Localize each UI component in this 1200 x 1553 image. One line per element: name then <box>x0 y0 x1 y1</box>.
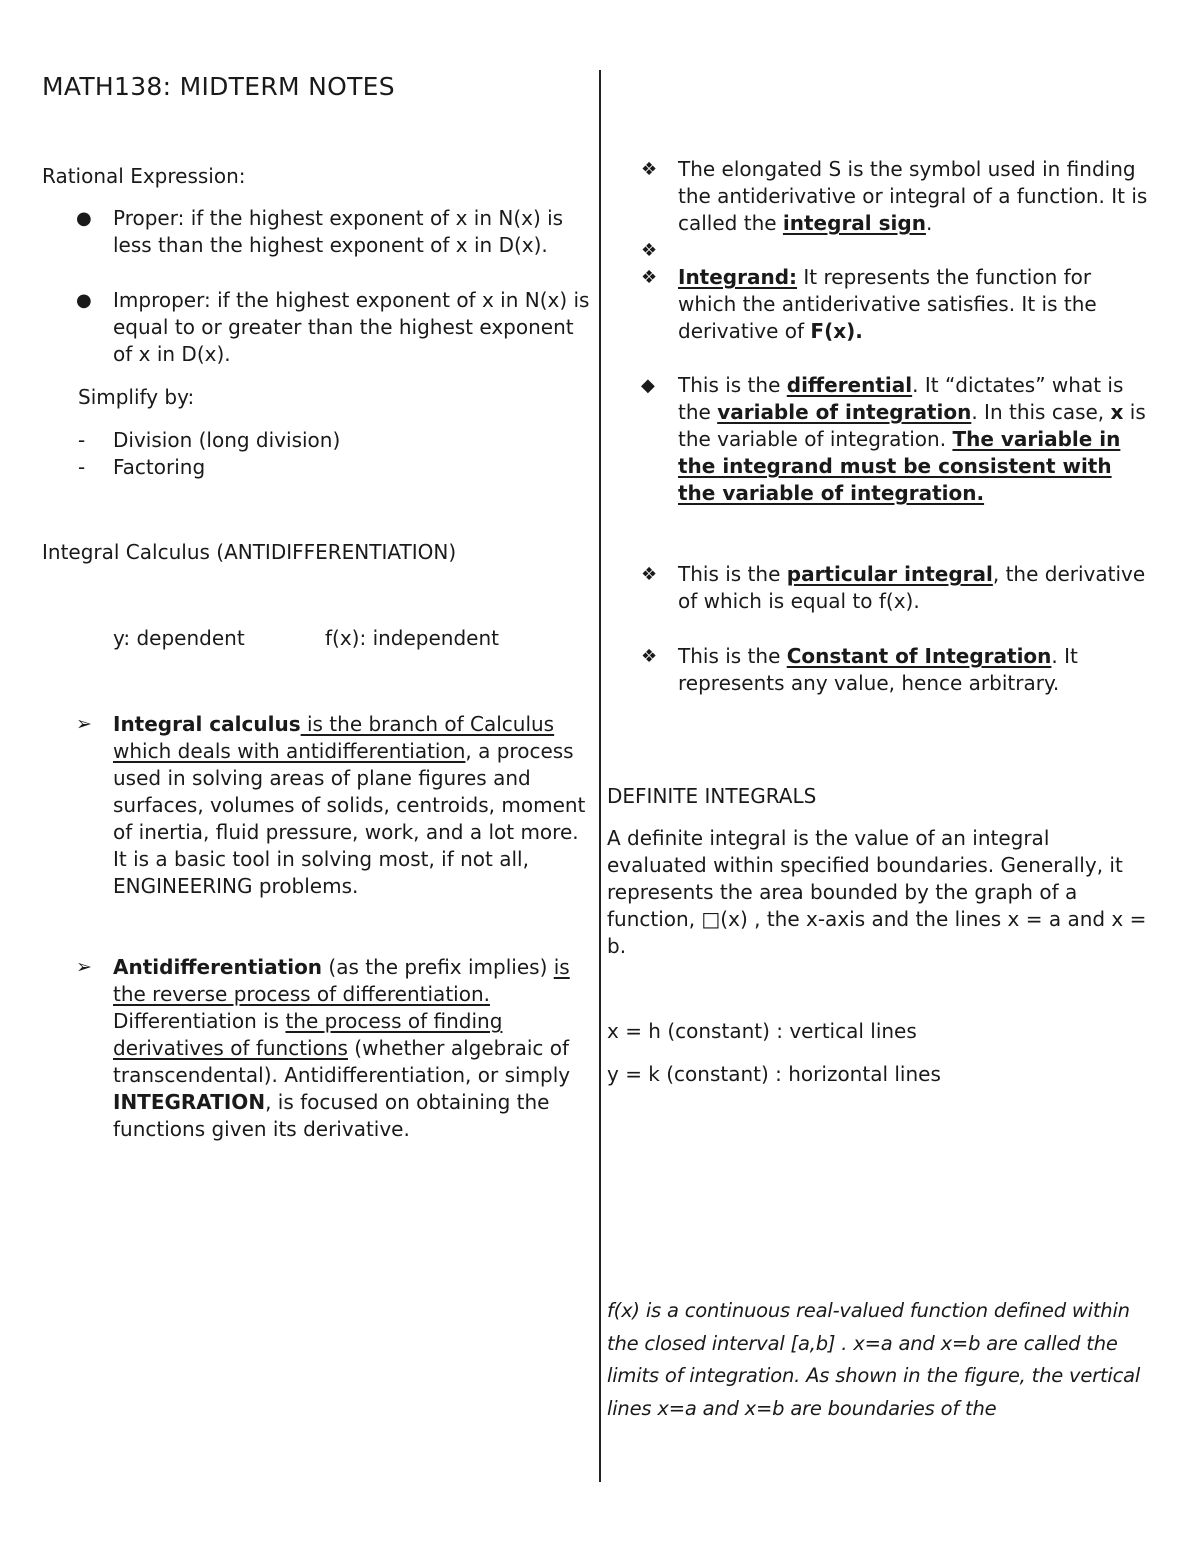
underlined-text: the process of finding derivatives of functions <box>113 1009 503 1060</box>
item-text: The elongated S is the symbol used in finding the antiderivative or integral of a function. It is called the <box>678 157 1148 235</box>
paragraph-text: Differentiation is <box>113 1009 286 1033</box>
term-particular-integral: particular integral <box>786 562 993 586</box>
term-x: x <box>1110 400 1124 424</box>
proper-text: if the highest exponent of x in N(x) is less than the highest exponent of x in D(x). <box>113 206 564 257</box>
improper-label: Improper: <box>113 288 211 312</box>
item-text: . It represents any value, hence arbitrary. <box>678 644 1078 695</box>
item-text: This is the <box>678 373 787 397</box>
integral-sign-item <box>678 156 1148 237</box>
horizontal-lines-note: y = k (constant) : horizontal lines <box>607 1062 941 1086</box>
term-variable-of-integration: variable of integration <box>717 400 972 424</box>
paragraph-text: , is focused on obtaining the functions given its derivative. <box>113 1090 550 1141</box>
antidifferentiation-paragraph <box>113 954 595 1143</box>
term-constant-of-integration: Constant of Integration <box>786 644 1052 668</box>
item-text: . <box>925 211 933 235</box>
proper-label: Proper: <box>113 206 185 230</box>
rational-item-improper <box>113 287 593 368</box>
item-text: . In this case, <box>971 400 1111 424</box>
arrowhead-icon: ➢ <box>76 956 92 978</box>
term-antidifferentiation: Antidifferentiation <box>113 955 323 979</box>
four-diamond-icon: ❖ <box>641 159 658 180</box>
differential-item <box>678 372 1148 507</box>
term-differential: differential <box>786 373 913 397</box>
term-fx: F(x). <box>810 319 863 343</box>
four-diamond-icon: ❖ <box>641 646 658 667</box>
simplify-heading: Simplify by: <box>78 385 195 409</box>
four-diamond-icon: ❖ <box>641 240 658 261</box>
independent-label: f(x): independent <box>325 626 500 650</box>
dash-icon: - <box>78 455 86 479</box>
paragraph-text: , a process used in solving areas of plane figures and surfaces, volumes of solids, centroids, moment of inertia, fluid pressure, work, and a lot more. It is a basic tool in solving most, if not all, ENGINEERING problems. <box>113 739 586 898</box>
definition-underlined: is the branch of Calculus which deals with antidifferentiation <box>113 712 555 763</box>
item-text: This is the <box>678 644 787 668</box>
improper-text: if the highest exponent of x in N(x) is equal to or greater than the highest exponent of x in D(x). <box>113 288 590 366</box>
item-text: It represents the function for which the antiderivative satisfies. It is the derivative of <box>678 265 1097 343</box>
bullet-dot-icon: ● <box>76 290 92 311</box>
rational-heading: Rational Expression: <box>42 164 246 188</box>
integral-calculus-paragraph <box>113 711 595 900</box>
term-integration: INTEGRATION <box>113 1090 266 1114</box>
paragraph-text: (whether algebraic of transcendental). Antidifferentiation, or simply <box>113 1036 571 1087</box>
term-integrand: Integrand: <box>678 265 798 289</box>
continuous-function-text: f(x) is a continuous real-valued function defined within the closed interval [a,b] . x=a and x=b are called the limits of integration. As shown in the figure, the vertical lines x=a and x=b are boundaries of the <box>607 1299 1141 1420</box>
four-diamond-icon: ❖ <box>641 564 658 585</box>
definite-integrals-heading: DEFINITE INTEGRALS <box>607 784 817 808</box>
item-text: This is the <box>678 562 787 586</box>
particular-integral-item <box>678 561 1148 615</box>
item-text: , the derivative of which is equal to f(x). <box>678 562 1146 613</box>
term-integral-sign: integral sign <box>782 211 926 235</box>
underlined-text: is the reverse process of differentiation. <box>113 955 570 1006</box>
dependent-label: y: dependent <box>113 626 245 650</box>
paragraph-text: (as the prefix implies) <box>322 955 554 979</box>
four-diamond-icon: ❖ <box>641 267 658 288</box>
diamond-icon: ◆ <box>641 375 655 396</box>
rational-item-proper <box>113 205 593 259</box>
item-text: . It “dictates” what is the <box>678 373 1124 424</box>
simplify-item-division: Division (long division) <box>113 428 341 452</box>
arrowhead-icon: ➢ <box>76 713 92 735</box>
simplify-item-factoring: Factoring <box>113 455 206 479</box>
column-divider <box>599 70 601 1482</box>
vertical-lines-note: x = h (constant) : vertical lines <box>607 1019 917 1043</box>
dash-icon: - <box>78 428 86 452</box>
constant-of-integration-item <box>678 643 1148 697</box>
integrand-item <box>678 264 1148 345</box>
term-integral-calculus: Integral calculus <box>113 712 301 736</box>
item-text: is the variable of integration. <box>678 400 1146 451</box>
integral-heading: Integral Calculus (ANTIDIFFERENTIATION) <box>42 540 457 564</box>
page-title: MATH138: MIDTERM NOTES <box>42 72 395 101</box>
definite-integrals-text: A definite integral is the value of an integral evaluated within specified boundaries. Generally, it represents the area bounded by the graph of a function, □(x) , the x-axis and the lines x = a and x = b. <box>607 826 1147 958</box>
consistency-rule: The variable in the integrand must be consistent with the variable of integration. <box>678 427 1121 505</box>
bullet-dot-icon: ● <box>76 208 92 229</box>
